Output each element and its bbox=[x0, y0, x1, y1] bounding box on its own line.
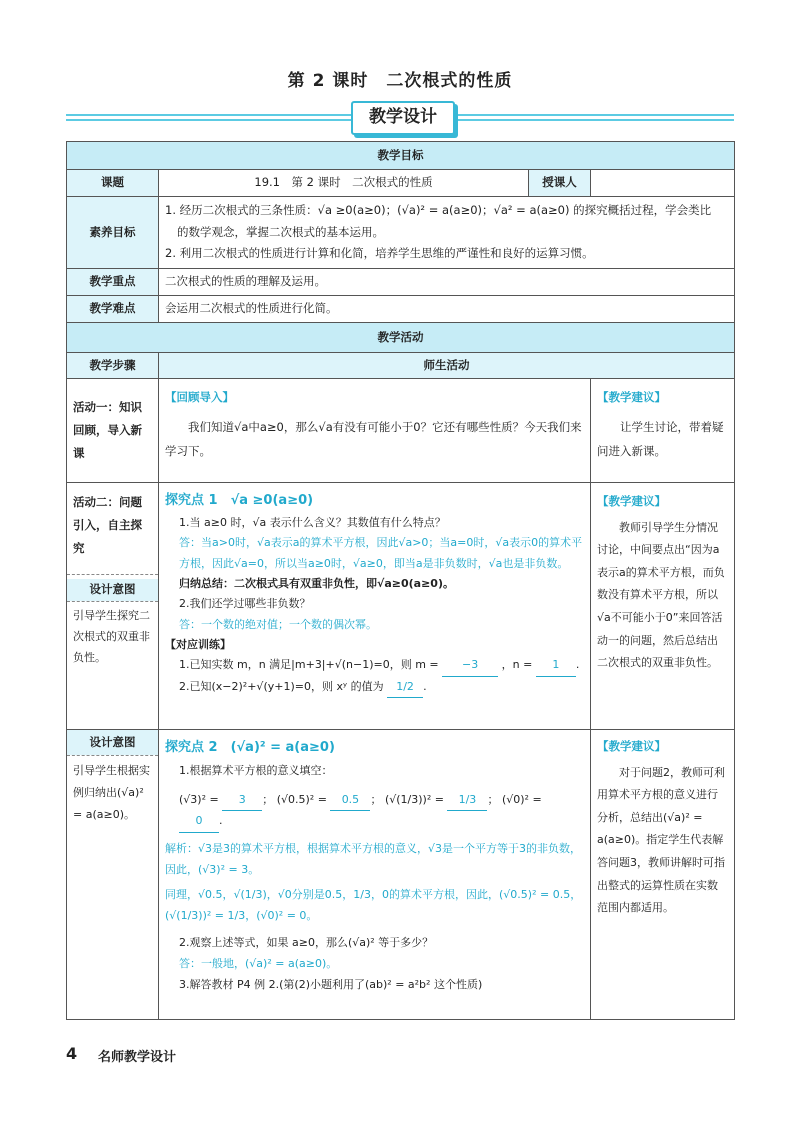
explore1-summary: 归纳总结：二次根式具有双重非负性，即√a≥0(a≥0)。 bbox=[179, 577, 454, 591]
explore2-title: 探究点 2 (√a)² = a(a≥0) bbox=[165, 740, 335, 755]
activity3-suggest bbox=[591, 730, 735, 1020]
activity1-suggest bbox=[591, 379, 735, 483]
explore1-q1: 1.当 a≥0 时，√a 表示什么含义？其数值有什么特点？ bbox=[179, 516, 446, 530]
fill-4: (√0)² = bbox=[501, 792, 542, 806]
activity1-step: 活动一：知识回顾，导入新课 bbox=[67, 379, 159, 483]
explore2-q2: 2.观察上述等式，如果 a≥0，那么(√a)² 等于多少？ bbox=[179, 935, 434, 949]
activity2-step: 活动二：问题引入，自主探究 bbox=[73, 495, 142, 555]
activity2-suggest bbox=[591, 483, 735, 730]
practice-1-mid: ，n = bbox=[501, 658, 533, 672]
literacy-value bbox=[159, 197, 735, 269]
practice-1-answer-n: 1 bbox=[536, 655, 576, 676]
activity2-design-label: 设计意图 bbox=[67, 579, 158, 601]
activity2-suggest-tag: 【教学建议】 bbox=[597, 494, 666, 508]
activity1-text: 我们知道√a中a≥0，那么√a有没有可能小于0？它还有哪些性质？今天我们来学习下。 bbox=[165, 419, 582, 458]
activity3-design-text: 引导学生根据实例归纳出(√a)² = a(a≥0)。 bbox=[73, 764, 150, 822]
practice-1: 1.已知实数 m，n 满足|m+3|+√(n−1)=0，则 m = −3 ，n = 1 . bbox=[165, 655, 584, 676]
activity2-design-text: 引导学生探究二次根式的双重非负性。 bbox=[73, 608, 150, 664]
activity3-suggest-tag: 【教学建议】 bbox=[597, 739, 666, 753]
activity3-left bbox=[67, 730, 159, 1020]
fill-1-answer: 3 bbox=[222, 790, 262, 812]
fill-1: (√3)² = bbox=[179, 792, 219, 806]
objectives-header: 教学目标 bbox=[67, 142, 735, 170]
lesson-plan-table bbox=[66, 141, 735, 1020]
banner: 教学设计 bbox=[351, 101, 455, 135]
fill-2-answer: 0.5 bbox=[330, 790, 370, 812]
practice-2-answer: 1/2 bbox=[387, 677, 423, 698]
topic-label: 课题 bbox=[67, 170, 159, 197]
lesson-title: 第 2 课时 二次根式的性质 bbox=[287, 71, 513, 91]
teacher-value bbox=[591, 170, 735, 197]
steps-label: 教学步骤 bbox=[67, 353, 159, 379]
practice-2: 2.已知(x−2)²+√(y+1)=0，则 xʸ 的值为 1/2 . bbox=[165, 677, 584, 698]
activity1-suggest-tag: 【教学建议】 bbox=[597, 390, 666, 404]
analysis-3: (√(1/3))² = 1/3，(√0)² = 0。 bbox=[165, 909, 318, 923]
teacher-student-label: 师生活动 bbox=[159, 353, 735, 379]
activity2-suggest-text: 教师引导学生分情况讨论，中间要点出“因为a表示a的算术平方根，而负数没有算术平方根，所以√a不可能小于0”来回答活动一的问题，然后总结出二次根式的双重非负性。 bbox=[597, 520, 725, 670]
analysis-1: 解析：√3是3的算术平方根，根据算术平方根的意义，√3是一个平方等于3的非负数，因此，(√3)² = 3。 bbox=[165, 842, 582, 877]
footer-text: 名师教学设计 bbox=[98, 1050, 177, 1065]
literacy-line-1: 1. 经历二次根式的三条性质：√a ≥0(a≥0)；(√a)² = a(a≥0)；√a² = a(a≥0) 的探究概括过程，学会类比 bbox=[165, 202, 712, 217]
activity2-left bbox=[67, 483, 159, 730]
explore1-a2: 答：一个数的绝对值；一个数的偶次幂。 bbox=[179, 617, 377, 631]
difficult-value: 会运用二次根式的性质进行化简。 bbox=[159, 296, 735, 323]
activity2-content bbox=[159, 483, 591, 730]
literacy-label: 素养目标 bbox=[67, 197, 159, 269]
activity3-design-label: 设计意图 bbox=[67, 730, 158, 755]
practice-1-prefix: 1.已知实数 m，n 满足|m+3|+√(n−1)=0，则 m = bbox=[179, 658, 439, 672]
fill-3: (√(1/3))² = bbox=[384, 792, 444, 806]
difficult-label: 教学难点 bbox=[67, 296, 159, 323]
page-number: 4 bbox=[66, 1044, 78, 1063]
key-label: 教学重点 bbox=[67, 269, 159, 296]
explore1-q2: 2.我们还学过哪些非负数？ bbox=[179, 597, 311, 611]
fill-3-answer: 1/3 bbox=[447, 790, 487, 812]
explore2-a2: 答：一般地，(√a)² = a(a≥0)。 bbox=[179, 956, 338, 970]
explore2-q1: 1.根据算术平方根的意义填空： bbox=[179, 763, 333, 777]
topic-value: 19.1 第 2 课时 二次根式的性质 bbox=[159, 170, 529, 197]
literacy-line-3: 2. 利用二次根式的性质进行计算和化简，培养学生思维的严谨性和良好的运算习惯。 bbox=[165, 246, 594, 261]
fill-4-answer: 0 bbox=[179, 811, 219, 833]
analysis-2: 同理，√0.5，√(1/3)，√0分别是0.5，1/3，0的算术平方根，因此，(√0.5)² = 0.5， bbox=[165, 888, 582, 902]
teacher-label: 授课人 bbox=[529, 170, 591, 197]
activity3-suggest-text: 对于问题2，教师可利用算术平方根的意义进行分析，总结出(√a)² = a(a≥0)。指定学生代表解答问题3，教师讲解时可指出整式的运算性质在实数范围内都适用。 bbox=[597, 765, 725, 915]
activity1-suggest-text: 让学生讨论，带着疑问进入新课。 bbox=[597, 419, 724, 458]
key-value: 二次根式的性质的理解及运用。 bbox=[159, 269, 735, 296]
activity1-tag: 【回顾导入】 bbox=[165, 390, 234, 404]
activities-header: 教学活动 bbox=[67, 323, 735, 353]
activity1-content bbox=[159, 379, 591, 483]
explore1-a1: 答：当a>0时，√a表示a的算术平方根，因此√a>0；当a=0时，√a表示0的算术平方根，因此√a=0，所以当a≥0时，√a≥0，即当a是非负数时，√a也是非负数。 bbox=[179, 536, 583, 570]
fill-2: (√0.5)² = bbox=[276, 792, 327, 806]
explore2-fills: (√3)² = 3 ； (√0.5)² = 0.5 ； (√(1/3))² = 1/3 ； (√0)² = 0 . bbox=[165, 782, 584, 834]
practice-1-answer-m: −3 bbox=[442, 655, 498, 676]
practice-2-prefix: 2.已知(x−2)²+√(y+1)=0，则 xʸ 的值为 bbox=[179, 679, 384, 693]
explore2-q3: 3.解答教材 P4 例 2.(第(2)小题利用了(ab)² = a²b² 这个性质) bbox=[179, 977, 483, 991]
activity3-content bbox=[159, 730, 591, 1020]
literacy-line-2: 的数学观念，掌握二次根式的基本运用。 bbox=[177, 224, 384, 239]
practice-tag: 【对应训练】 bbox=[165, 638, 231, 652]
explore1-title: 探究点 1 √a ≥0(a≥0) bbox=[165, 493, 314, 508]
